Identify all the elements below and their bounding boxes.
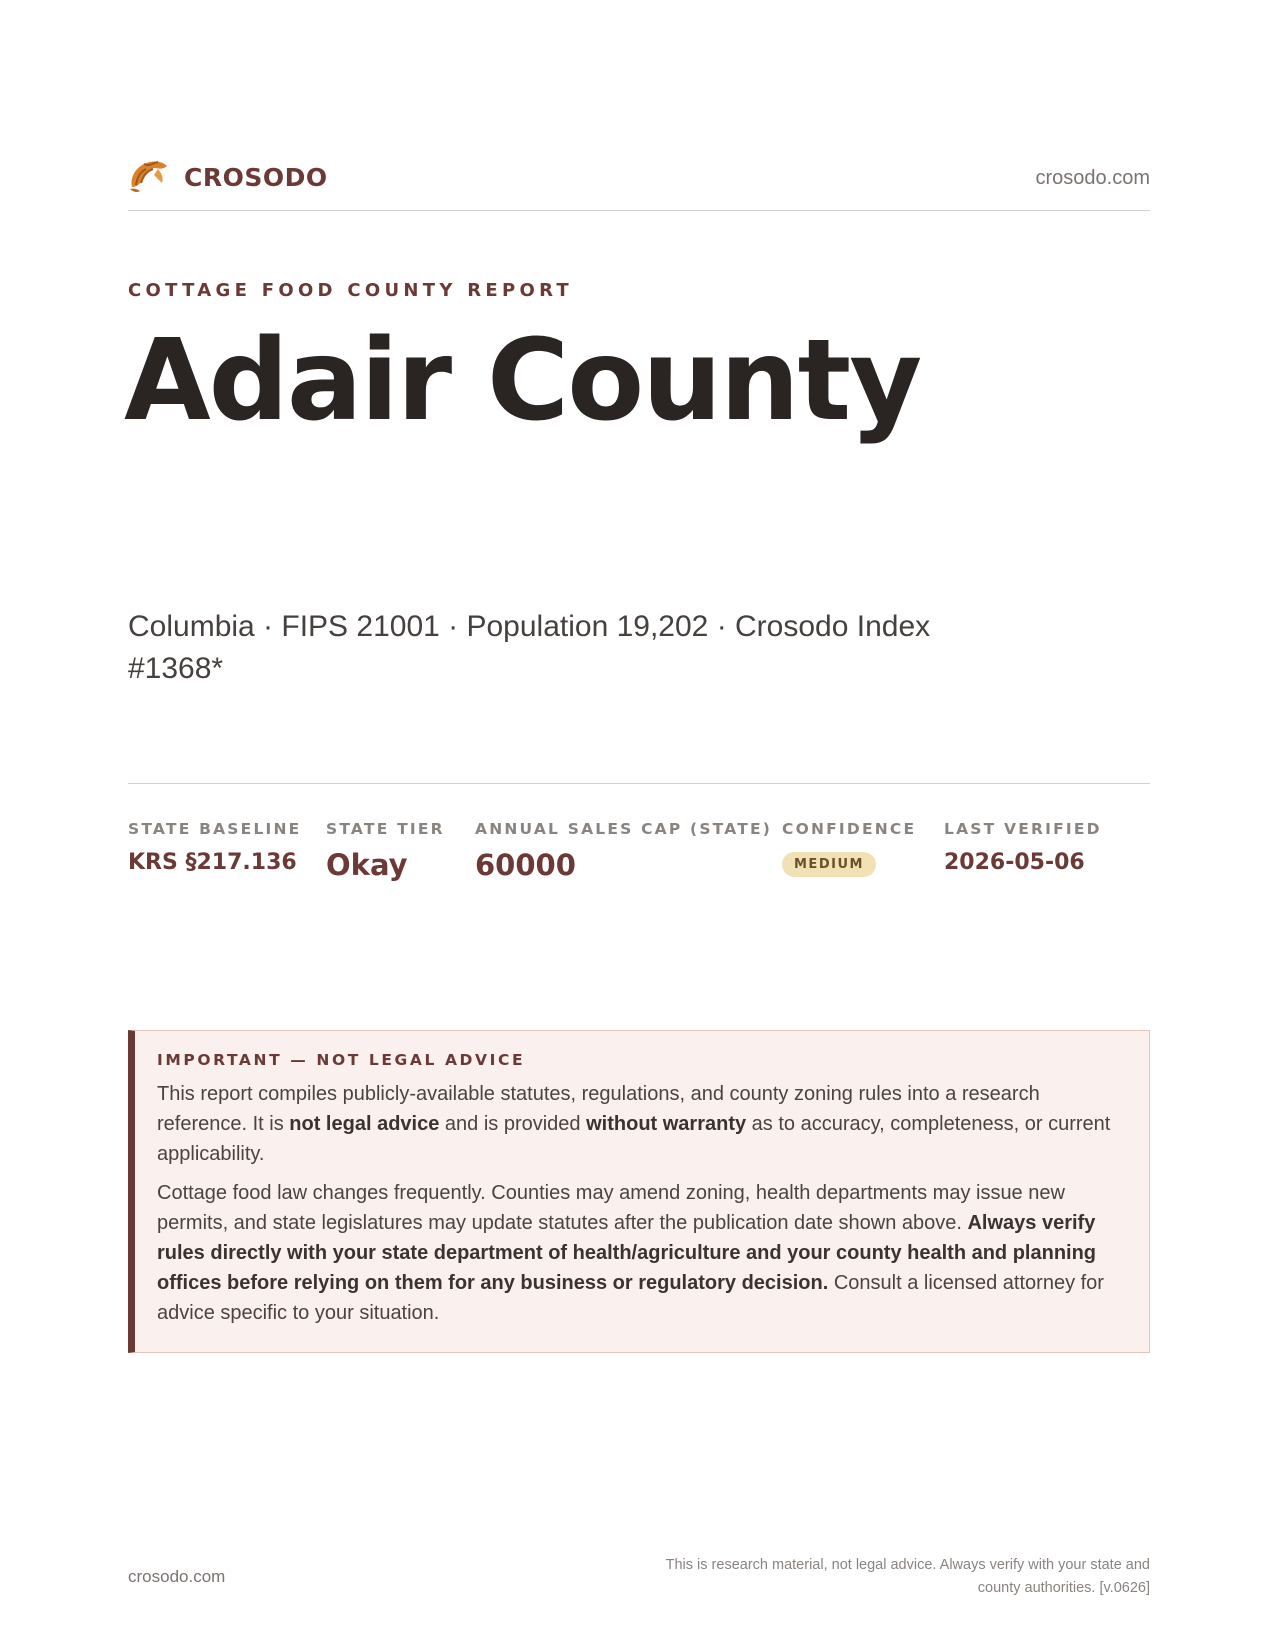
footer-disclaimer: This is research material, not legal advice. Always verify with your state and county authorities. [v.0626]	[665, 1557, 1150, 1596]
notice-text: as to accuracy, completeness, or current applicability.	[157, 1113, 1111, 1165]
header-divider	[128, 210, 1150, 211]
stat-annual-sales-cap	[475, 820, 772, 882]
section-divider	[128, 783, 1150, 784]
notice-text: Cottage food law changes frequently. Counties may amend zoning, health departments may issue new permits, and state legislatures may update statutes after the publication date shown above.	[157, 1182, 1065, 1234]
stat-label: STATE BASELINE	[128, 820, 302, 838]
stat-value: 60000	[475, 848, 576, 882]
croissant-icon	[128, 157, 170, 197]
report-page	[124, 0, 1150, 1650]
report-subtitle: Columbia · FIPS 21001 · Population 19,202 · Crosodo Index #1368*	[128, 610, 931, 685]
notice-paragraph	[157, 1178, 1127, 1328]
stat-label: CONFIDENCE	[782, 820, 917, 838]
notice-bold-text: Always verify rules directly with your state department of health/agriculture and your county health and planning offices before relying on them for any business or regulatory decision.	[157, 1212, 1097, 1294]
header	[128, 157, 1150, 201]
report-eyebrow: COTTAGE FOOD COUNTY REPORT	[128, 280, 574, 301]
notice-bold-text: not legal advice	[289, 1113, 440, 1135]
stat-state-tier	[326, 820, 445, 882]
stat-label: STATE TIER	[326, 820, 445, 838]
stat-state-baseline	[128, 820, 301, 875]
stat-label: LAST VERIFIED	[944, 820, 1102, 838]
notice-bold-text: without warranty	[586, 1113, 747, 1135]
legal-notice	[128, 1030, 1150, 1353]
confidence-badge: MEDIUM	[782, 852, 876, 877]
notice-text: Consult a licensed attorney for advice specific to your situation.	[157, 1272, 1104, 1324]
footer-site[interactable]: crosodo.com	[128, 1567, 226, 1586]
notice-paragraph	[157, 1079, 1127, 1169]
stat-last-verified	[944, 820, 1102, 875]
brand-name: CROSODO	[184, 162, 328, 192]
notice-text: This report compiles publicly-available statutes, regulations, and county zoning rules into a research reference. It is	[157, 1083, 1040, 1135]
brand[interactable]	[128, 157, 328, 197]
stat-label: ANNUAL SALES CAP (STATE)	[475, 820, 773, 838]
stat-value: 2026-05-06	[944, 850, 1085, 875]
stat-confidence	[782, 820, 916, 877]
page-title: Adair County	[124, 316, 921, 446]
stat-value: Okay	[326, 848, 408, 882]
notice-title: IMPORTANT — NOT LEGAL ADVICE	[157, 1051, 526, 1069]
stat-value: KRS §217.136	[128, 850, 297, 875]
site-link[interactable]: crosodo.com	[1035, 167, 1150, 189]
notice-text: and is provided	[439, 1113, 587, 1135]
